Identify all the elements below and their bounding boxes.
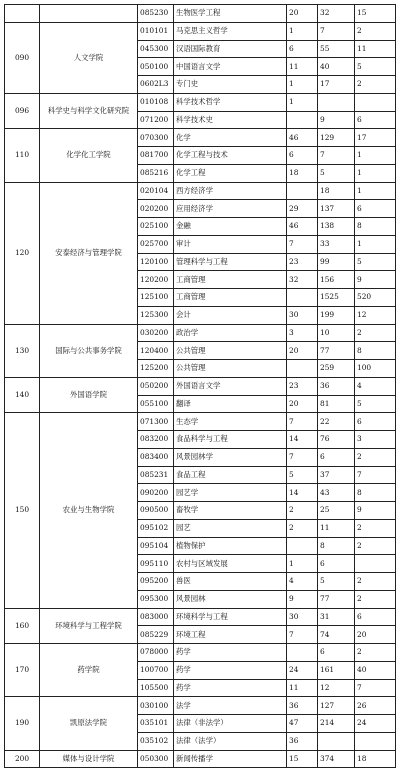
major-name-cell: 会计 xyxy=(174,306,287,324)
count-2-cell: 6 xyxy=(318,644,355,662)
major-code-cell: 120400 xyxy=(138,342,174,360)
major-name-cell: 科学技术哲学 xyxy=(174,93,287,111)
count-2-cell: 214 xyxy=(318,715,355,733)
major-name-cell: 药学 xyxy=(174,679,287,697)
count-1-cell xyxy=(287,111,318,129)
count-2-cell: 37 xyxy=(318,466,355,484)
count-3-cell: 1 xyxy=(355,164,396,182)
count-2-cell: 22 xyxy=(318,413,355,431)
college-name-cell: 农业与生物学院 xyxy=(40,413,138,608)
major-name-cell: 工商管理 xyxy=(174,289,287,307)
major-code-cell: 095300 xyxy=(138,590,174,608)
major-name-cell: 环境工程 xyxy=(174,626,287,644)
major-name-cell: 翻译 xyxy=(174,395,287,413)
count-2-cell: 31 xyxy=(318,608,355,626)
count-2-cell: 10 xyxy=(318,324,355,342)
count-1-cell xyxy=(287,182,318,200)
table-row xyxy=(5,324,396,342)
count-3-cell: 12 xyxy=(355,306,396,324)
count-1-cell: 4 xyxy=(287,573,318,591)
major-code-cell: 025700 xyxy=(138,235,174,253)
count-1-cell: 7 xyxy=(287,448,318,466)
count-1-cell: 7 xyxy=(287,235,318,253)
count-2-cell: 7 xyxy=(318,147,355,165)
count-1-cell: 32 xyxy=(287,271,318,289)
count-1-cell: 6 xyxy=(287,147,318,165)
count-1-cell: 15 xyxy=(287,750,318,768)
count-3-cell: 2 xyxy=(355,22,396,40)
count-1-cell: 20 xyxy=(287,5,318,23)
major-code-cell: 020200 xyxy=(138,200,174,218)
major-code-cell: 083000 xyxy=(138,608,174,626)
count-3-cell: 6 xyxy=(355,111,396,129)
table-row xyxy=(5,182,396,200)
college-code-cell: 160 xyxy=(5,608,40,644)
major-code-cell: 120200 xyxy=(138,271,174,289)
count-1-cell: 1 xyxy=(287,93,318,111)
college-name-cell: 安泰经济与管理学院 xyxy=(40,182,138,324)
count-2-cell: 77 xyxy=(318,342,355,360)
major-name-cell: 化学工程 xyxy=(174,164,287,182)
major-name-cell: 食品工程 xyxy=(174,466,287,484)
major-name-cell: 审计 xyxy=(174,235,287,253)
major-name-cell: 管理科学与工程 xyxy=(174,253,287,271)
count-3-cell: 11 xyxy=(355,40,396,58)
count-3-cell: 17 xyxy=(355,129,396,147)
count-3-cell xyxy=(355,555,396,573)
major-name-cell: 化学工程与技术 xyxy=(174,147,287,165)
major-name-cell: 外国语言文学 xyxy=(174,377,287,395)
count-1-cell: 14 xyxy=(287,484,318,502)
count-1-cell: 7 xyxy=(287,413,318,431)
count-2-cell: 156 xyxy=(318,271,355,289)
count-1-cell: 9 xyxy=(287,590,318,608)
college-code-cell xyxy=(5,5,40,23)
table-row xyxy=(5,129,396,147)
count-1-cell: 46 xyxy=(287,129,318,147)
count-3-cell: 5 xyxy=(355,58,396,76)
count-2-cell: 76 xyxy=(318,431,355,449)
major-name-cell: 法律（非法学） xyxy=(174,715,287,733)
table-row xyxy=(5,377,396,395)
count-3-cell: 2 xyxy=(355,590,396,608)
major-name-cell: 畜牧学 xyxy=(174,502,287,520)
major-name-cell: 公共管理 xyxy=(174,342,287,360)
major-name-cell: 政治学 xyxy=(174,324,287,342)
count-3-cell: 2 xyxy=(355,324,396,342)
count-3-cell xyxy=(355,732,396,750)
college-code-cell: 110 xyxy=(5,129,40,182)
count-1-cell: 30 xyxy=(287,608,318,626)
college-name-cell: 凯原法学院 xyxy=(40,697,138,750)
count-2-cell: 7 xyxy=(318,22,355,40)
count-3-cell: 20 xyxy=(355,626,396,644)
major-code-cell: 083200 xyxy=(138,431,174,449)
major-name-cell: 农村与区域发展 xyxy=(174,555,287,573)
count-2-cell: 74 xyxy=(318,626,355,644)
count-2-cell: 32 xyxy=(318,5,355,23)
table-row xyxy=(5,5,396,23)
count-2-cell: 17 xyxy=(318,76,355,94)
major-name-cell: 药学 xyxy=(174,644,287,662)
major-name-cell: 法律（法学） xyxy=(174,732,287,750)
count-1-cell xyxy=(287,537,318,555)
count-3-cell: 2 xyxy=(355,573,396,591)
count-1-cell: 23 xyxy=(287,253,318,271)
college-name-cell: 化学化工学院 xyxy=(40,129,138,182)
major-name-cell: 生态学 xyxy=(174,413,287,431)
count-1-cell: 6 xyxy=(287,40,318,58)
count-2-cell: 43 xyxy=(318,484,355,502)
count-2-cell: 81 xyxy=(318,395,355,413)
college-code-cell: 090 xyxy=(5,22,40,93)
table-row xyxy=(5,22,396,40)
count-3-cell: 9 xyxy=(355,271,396,289)
count-2-cell: 138 xyxy=(318,218,355,236)
count-3-cell: 5 xyxy=(355,395,396,413)
count-2-cell: 161 xyxy=(318,661,355,679)
major-code-cell: 035102 xyxy=(138,732,174,750)
count-2-cell: 127 xyxy=(318,697,355,715)
count-1-cell: 1 xyxy=(287,22,318,40)
count-1-cell: 11 xyxy=(287,679,318,697)
table-row xyxy=(5,413,396,431)
major-code-cell: 078000 xyxy=(138,644,174,662)
count-3-cell: 520 xyxy=(355,289,396,307)
count-3-cell: 8 xyxy=(355,342,396,360)
count-1-cell: 24 xyxy=(287,661,318,679)
count-2-cell: 5 xyxy=(318,573,355,591)
major-name-cell: 园艺学 xyxy=(174,484,287,502)
college-name-cell: 国际与公共事务学院 xyxy=(40,324,138,377)
count-1-cell: 2 xyxy=(287,502,318,520)
major-code-cell: 125100 xyxy=(138,289,174,307)
major-name-cell: 专门史 xyxy=(174,76,287,94)
count-1-cell: 14 xyxy=(287,431,318,449)
count-3-cell: 2 xyxy=(355,537,396,555)
major-name-cell: 公共管理 xyxy=(174,360,287,378)
major-code-cell: 085229 xyxy=(138,626,174,644)
count-3-cell: 26 xyxy=(355,697,396,715)
major-name-cell: 风景园林学 xyxy=(174,448,287,466)
major-code-cell: 070300 xyxy=(138,129,174,147)
count-2-cell: 55 xyxy=(318,40,355,58)
major-name-cell: 兽医 xyxy=(174,573,287,591)
count-3-cell: 1 xyxy=(355,182,396,200)
college-code-cell: 130 xyxy=(5,324,40,377)
count-1-cell: 7 xyxy=(287,626,318,644)
major-code-cell: 010101 xyxy=(138,22,174,40)
major-code-cell: 120100 xyxy=(138,253,174,271)
count-1-cell xyxy=(287,360,318,378)
college-code-cell: 120 xyxy=(5,182,40,324)
major-code-cell: 050200 xyxy=(138,377,174,395)
major-code-cell: 095110 xyxy=(138,555,174,573)
count-2-cell: 374 xyxy=(318,750,355,768)
college-name-cell: 环境科学与工程学院 xyxy=(40,608,138,644)
college-code-cell: 140 xyxy=(5,377,40,413)
major-code-cell: 083400 xyxy=(138,448,174,466)
major-code-cell: 055100 xyxy=(138,395,174,413)
count-1-cell: 11 xyxy=(287,58,318,76)
count-3-cell: 24 xyxy=(355,715,396,733)
count-2-cell: 33 xyxy=(318,235,355,253)
count-2-cell: 36 xyxy=(318,377,355,395)
major-name-cell: 园艺 xyxy=(174,519,287,537)
major-code-cell: 030200 xyxy=(138,324,174,342)
table-row xyxy=(5,93,396,111)
count-3-cell: 8 xyxy=(355,218,396,236)
college-name-cell: 外国语学院 xyxy=(40,377,138,413)
count-1-cell: 3 xyxy=(287,324,318,342)
major-name-cell: 金融 xyxy=(174,218,287,236)
major-code-cell: 125300 xyxy=(138,306,174,324)
table-row xyxy=(5,697,396,715)
table-body xyxy=(5,5,396,768)
count-3-cell: 7 xyxy=(355,466,396,484)
table-row xyxy=(5,608,396,626)
major-name-cell: 中国语言文学 xyxy=(174,58,287,76)
major-code-cell: 050300 xyxy=(138,750,174,768)
major-code-cell: 125200 xyxy=(138,360,174,378)
major-code-cell: 020104 xyxy=(138,182,174,200)
college-code-cell: 096 xyxy=(5,93,40,129)
college-code-cell: 170 xyxy=(5,644,40,697)
count-3-cell: 4 xyxy=(355,377,396,395)
admissions-table xyxy=(4,4,396,768)
count-3-cell: 5 xyxy=(355,253,396,271)
major-name-cell: 药学 xyxy=(174,661,287,679)
major-name-cell: 法学 xyxy=(174,697,287,715)
count-1-cell: 20 xyxy=(287,395,318,413)
count-2-cell: 11 xyxy=(318,519,355,537)
count-2-cell: 6 xyxy=(318,555,355,573)
count-1-cell: 5 xyxy=(287,466,318,484)
count-3-cell: 2 xyxy=(355,644,396,662)
college-name-cell: 科学史与科学文化研究院 xyxy=(40,93,138,129)
major-code-cell: 095200 xyxy=(138,573,174,591)
count-2-cell: 8 xyxy=(318,537,355,555)
count-1-cell xyxy=(287,644,318,662)
major-name-cell: 风景园林 xyxy=(174,590,287,608)
count-3-cell: 6 xyxy=(355,608,396,626)
count-2-cell: 18 xyxy=(318,182,355,200)
college-name-cell: 人文学院 xyxy=(40,22,138,93)
count-1-cell: 47 xyxy=(287,715,318,733)
college-code-cell: 190 xyxy=(5,697,40,750)
count-1-cell: 1 xyxy=(287,76,318,94)
major-code-cell: 045300 xyxy=(138,40,174,58)
major-code-cell: 090500 xyxy=(138,502,174,520)
count-1-cell: 30 xyxy=(287,306,318,324)
count-2-cell: 9 xyxy=(318,111,355,129)
count-2-cell: 6 xyxy=(318,448,355,466)
major-name-cell: 环境科学与工程 xyxy=(174,608,287,626)
major-name-cell: 化学 xyxy=(174,129,287,147)
major-name-cell: 新闻传播学 xyxy=(174,750,287,768)
count-3-cell: 9 xyxy=(355,502,396,520)
major-code-cell: 010108 xyxy=(138,93,174,111)
count-2-cell xyxy=(318,93,355,111)
major-code-cell: 100700 xyxy=(138,661,174,679)
college-name-cell: 药学院 xyxy=(40,644,138,697)
major-name-cell: 汉语国际教育 xyxy=(174,40,287,58)
count-2-cell: 5 xyxy=(318,164,355,182)
college-name-cell: 媒体与设计学院 xyxy=(40,750,138,768)
college-code-cell: 200 xyxy=(5,750,40,768)
count-3-cell: 6 xyxy=(355,413,396,431)
count-2-cell: 1525 xyxy=(318,289,355,307)
count-1-cell xyxy=(287,289,318,307)
count-2-cell: 77 xyxy=(318,590,355,608)
count-1-cell: 1 xyxy=(287,555,318,573)
major-code-cell: 071200 xyxy=(138,111,174,129)
major-code-cell: 035101 xyxy=(138,715,174,733)
major-code-cell: 0602L3 xyxy=(138,76,174,94)
count-3-cell: 18 xyxy=(355,750,396,768)
count-2-cell: 12 xyxy=(318,679,355,697)
college-code-cell: 150 xyxy=(5,413,40,608)
count-2-cell: 99 xyxy=(318,253,355,271)
major-code-cell: 085230 xyxy=(138,5,174,23)
count-1-cell: 29 xyxy=(287,200,318,218)
count-3-cell: 8 xyxy=(355,484,396,502)
major-code-cell: 095104 xyxy=(138,537,174,555)
count-3-cell: 2 xyxy=(355,76,396,94)
count-3-cell: 40 xyxy=(355,661,396,679)
major-code-cell: 071300 xyxy=(138,413,174,431)
major-code-cell: 090200 xyxy=(138,484,174,502)
major-code-cell: 095102 xyxy=(138,519,174,537)
count-3-cell: 1 xyxy=(355,235,396,253)
count-1-cell: 2 xyxy=(287,519,318,537)
count-1-cell: 18 xyxy=(287,164,318,182)
count-3-cell: 15 xyxy=(355,5,396,23)
count-2-cell: 25 xyxy=(318,502,355,520)
major-name-cell: 食品科学与工程 xyxy=(174,431,287,449)
table-row xyxy=(5,644,396,662)
table-row xyxy=(5,750,396,768)
count-3-cell: 2 xyxy=(355,519,396,537)
count-2-cell: 129 xyxy=(318,129,355,147)
count-2-cell: 199 xyxy=(318,306,355,324)
count-3-cell: 1 xyxy=(355,147,396,165)
count-2-cell: 137 xyxy=(318,200,355,218)
major-name-cell: 马克思主义哲学 xyxy=(174,22,287,40)
count-2-cell xyxy=(318,732,355,750)
count-2-cell: 259 xyxy=(318,360,355,378)
major-code-cell: 085231 xyxy=(138,466,174,484)
count-1-cell: 20 xyxy=(287,342,318,360)
count-1-cell: 36 xyxy=(287,697,318,715)
major-code-cell: 105500 xyxy=(138,679,174,697)
major-code-cell: 025100 xyxy=(138,218,174,236)
count-3-cell: 6 xyxy=(355,200,396,218)
count-3-cell: 3 xyxy=(355,431,396,449)
major-name-cell: 应用经济学 xyxy=(174,200,287,218)
major-code-cell: 081700 xyxy=(138,147,174,165)
major-code-cell: 085216 xyxy=(138,164,174,182)
count-2-cell: 40 xyxy=(318,58,355,76)
major-name-cell: 生物医学工程 xyxy=(174,5,287,23)
major-name-cell: 植物保护 xyxy=(174,537,287,555)
major-code-cell: 030100 xyxy=(138,697,174,715)
count-3-cell xyxy=(355,93,396,111)
major-code-cell: 050100 xyxy=(138,58,174,76)
count-1-cell: 36 xyxy=(287,732,318,750)
major-name-cell: 西方经济学 xyxy=(174,182,287,200)
count-3-cell: 100 xyxy=(355,360,396,378)
major-name-cell: 工商管理 xyxy=(174,271,287,289)
count-3-cell: 2 xyxy=(355,448,396,466)
major-name-cell: 科学技术史 xyxy=(174,111,287,129)
college-name-cell xyxy=(40,5,138,23)
count-1-cell: 23 xyxy=(287,377,318,395)
count-1-cell: 46 xyxy=(287,218,318,236)
count-3-cell: 7 xyxy=(355,679,396,697)
